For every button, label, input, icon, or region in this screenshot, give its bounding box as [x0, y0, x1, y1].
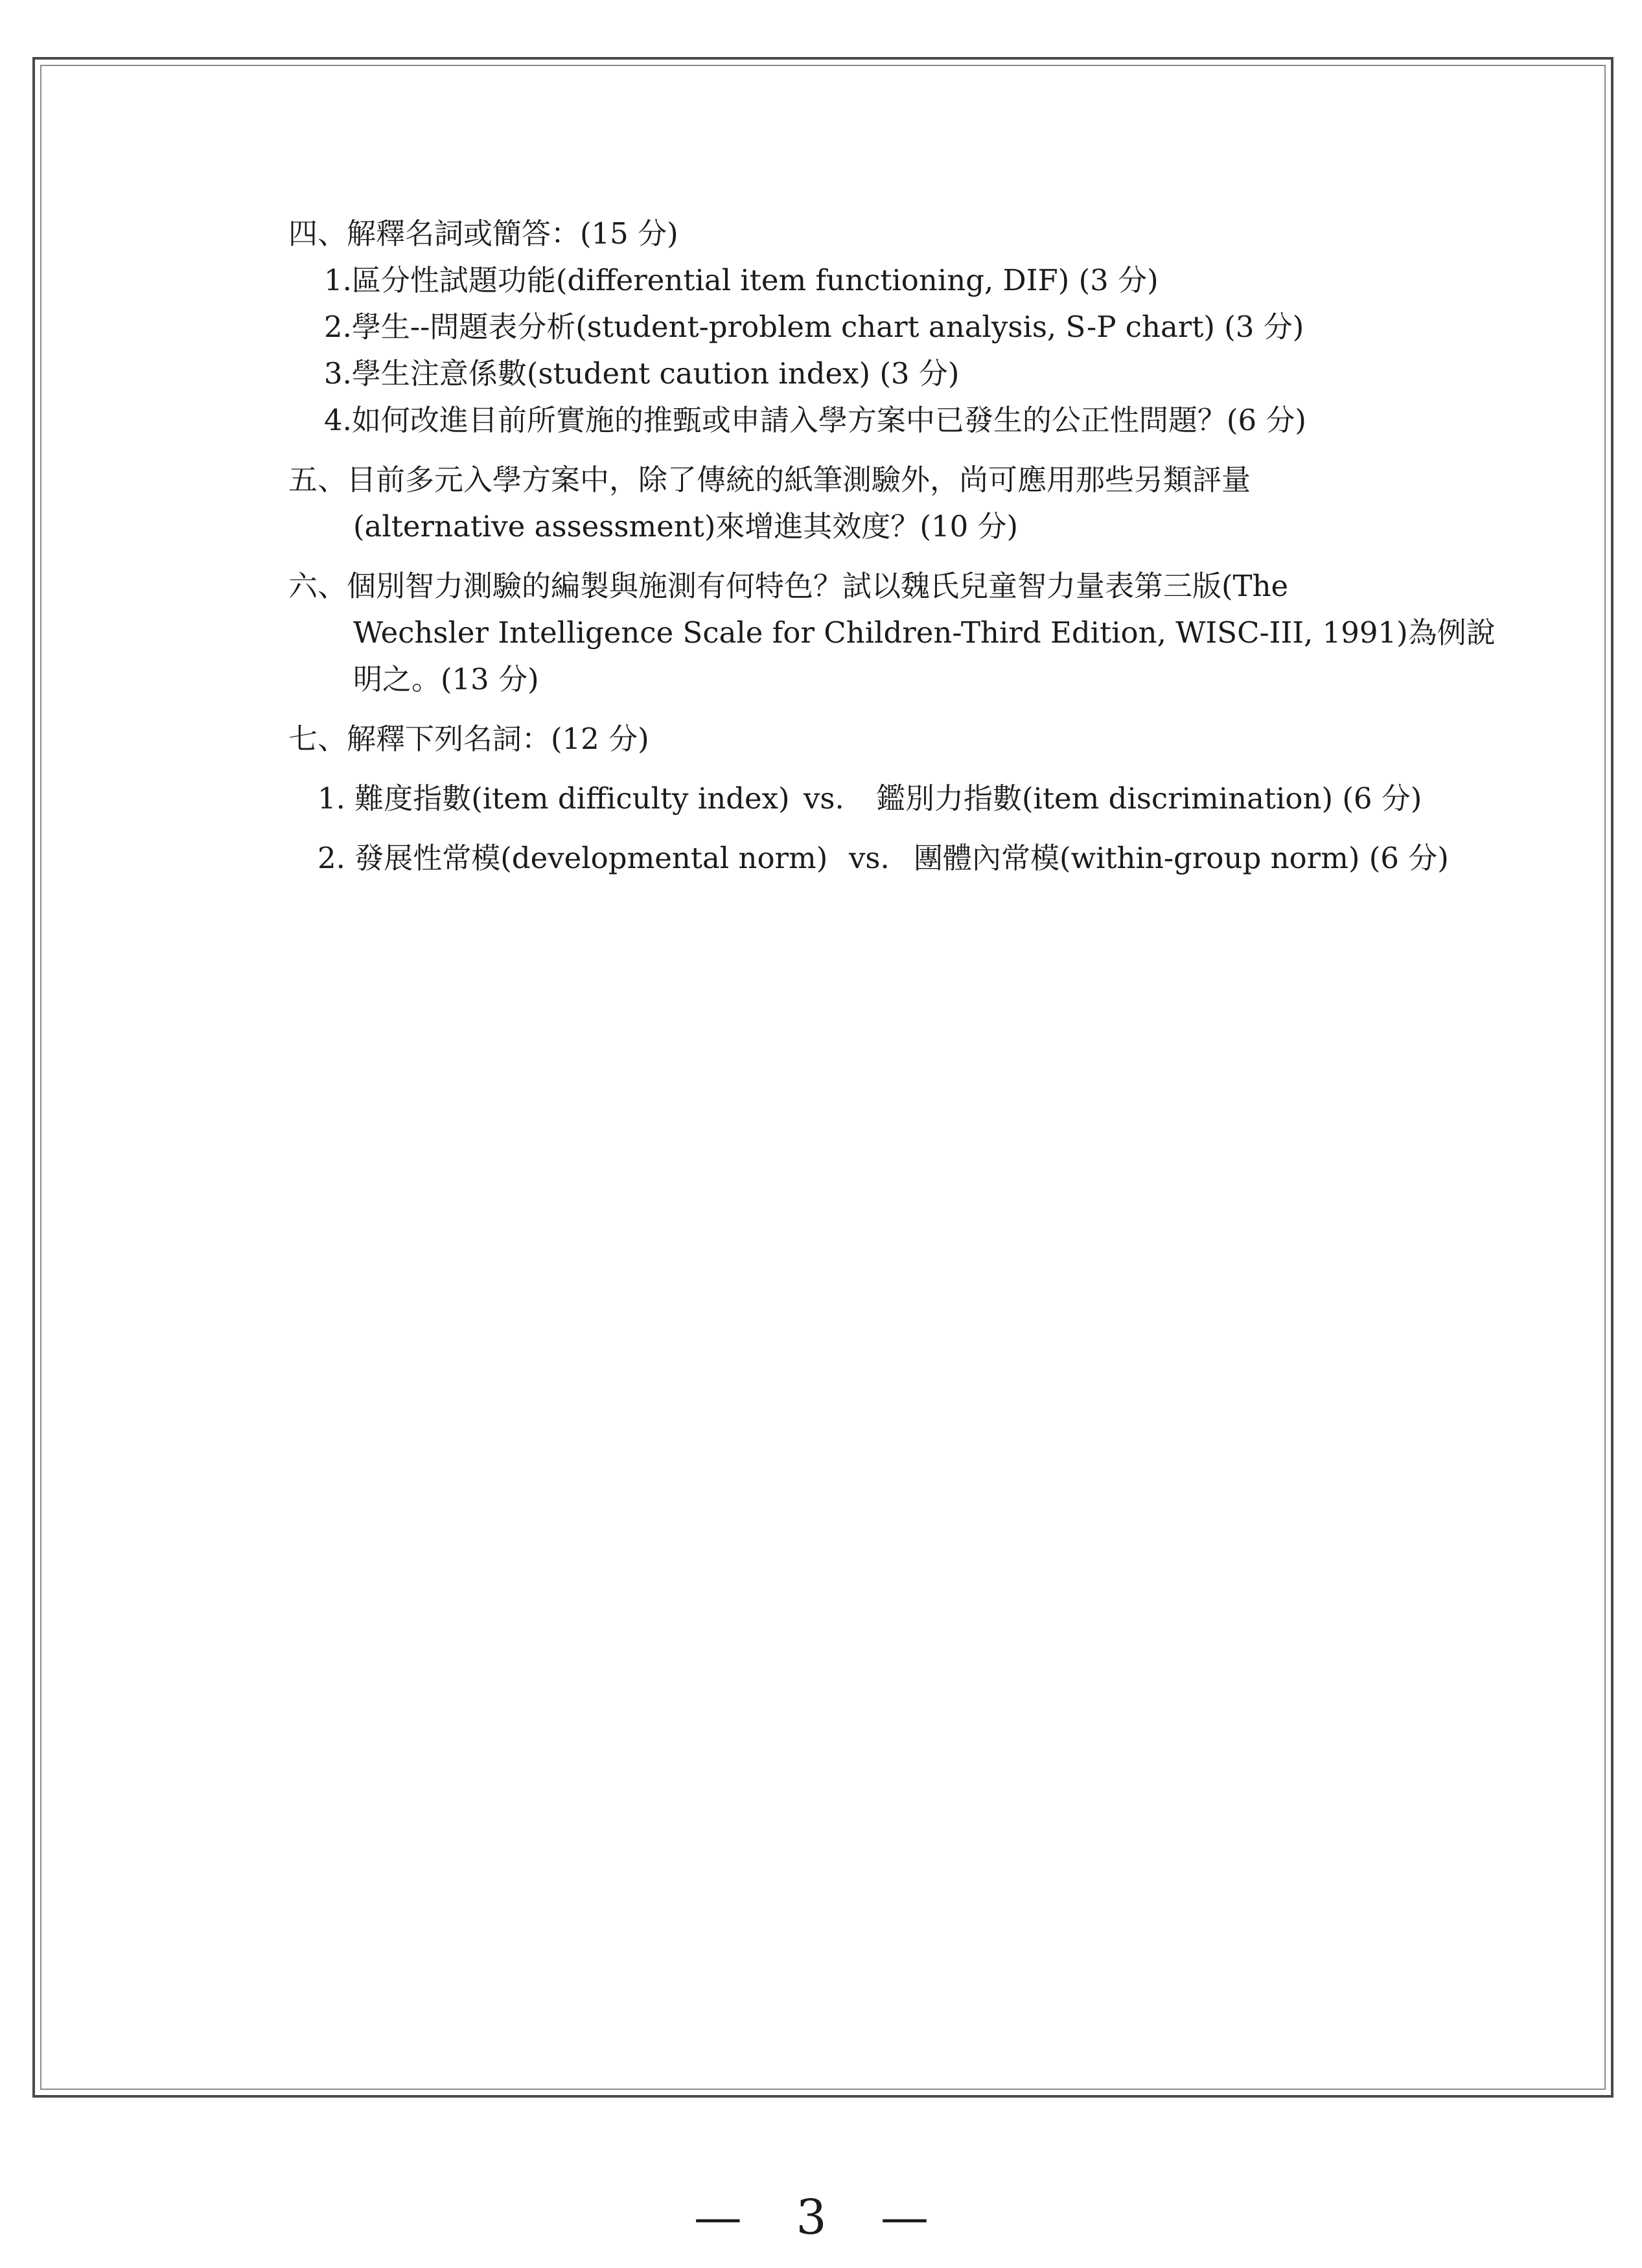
question-7-row-1-term-b: 鑑別力指數(item discrimination) (6 分) — [876, 781, 1422, 816]
question-4-item-4: 4.如何改進目前所實施的推甄或申請入學方案中已發生的公正性問題？(6 分) — [324, 403, 1306, 437]
question-7-row-1-vs: vs. — [804, 781, 844, 816]
page-number: — 3 — — [693, 2190, 949, 2245]
question-4-item-1: 1.區分性試題功能(differential item functioning, DIF) (3 分) — [324, 263, 1159, 297]
question-5 — [288, 457, 1520, 550]
question-6-title: 六、個別智力測驗的編製與施測有何特色？試以魏氏兒童智力量表第三版(The — [288, 569, 1289, 603]
question-7 — [288, 716, 1520, 882]
question-6 — [288, 563, 1520, 703]
question-6-continuation-1: Wechsler Intelligence Scale for Children-Third Edition, WISC-III, 1991)為例說 — [353, 615, 1496, 650]
question-4-item-3: 3.學生注意係數(student caution index) (3 分) — [324, 356, 960, 391]
question-7-row-2-term-b: 團體內常模(within-group norm) (6 分) — [914, 841, 1449, 875]
question-4-title: 四、解釋名詞或簡答：(15 分) — [288, 216, 678, 251]
question-7-row-2-term-a: 2. 發展性常模(developmental norm) — [318, 841, 828, 875]
question-7-row-2-vs: vs. — [849, 841, 890, 875]
question-6-continuation-2: 明之。(13 分) — [353, 662, 539, 696]
question-7-row-2 — [288, 835, 1520, 882]
question-7-row-1-term-a: 1. 難度指數(item difficulty index) — [318, 781, 790, 816]
question-4-item-2: 2.學生--問題表分析(student-problem chart analysis, S-P chart) (3 分) — [324, 310, 1304, 344]
question-4 — [288, 211, 1520, 444]
exam-content — [288, 211, 1520, 882]
question-7-row-1 — [288, 775, 1520, 822]
question-5-continuation: (alternative assessment)來增進其效度？(10 分) — [353, 509, 1019, 544]
question-7-title: 七、解釋下列名詞：(12 分) — [288, 722, 649, 756]
question-5-title: 五、目前多元入學方案中，除了傳統的紙筆測驗外，尚可應用那些另類評量 — [288, 463, 1251, 497]
